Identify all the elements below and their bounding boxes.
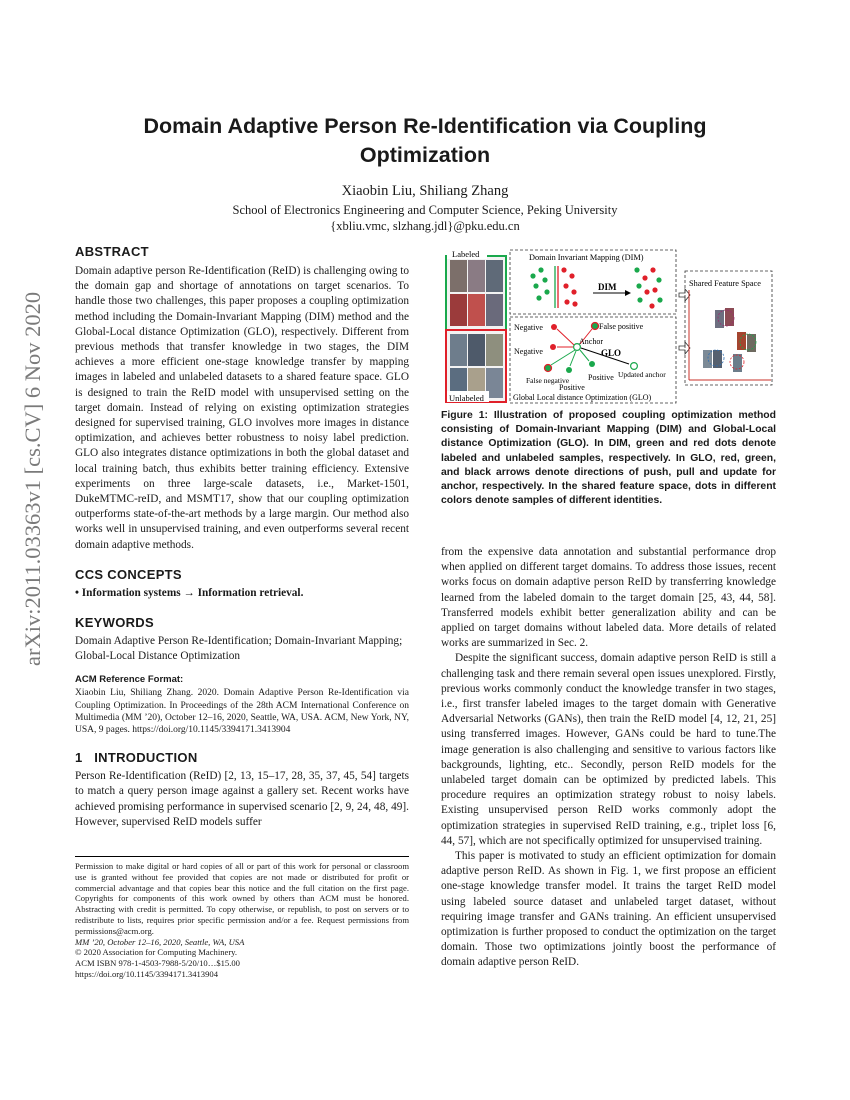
glo-positive-2: Positive: [588, 373, 614, 382]
doi-line: https://doi.org/10.1145/3394171.3413904: [75, 968, 218, 979]
dim-label: DIM: [598, 282, 617, 292]
copyright-line: © 2020 Association for Computing Machinery.: [75, 947, 238, 958]
abstract-text: Domain adaptive person Re-Identification (ReID) is challenging owing to the domain gap and shortage of annotations on target scenarios. To handle those two challenges, this paper proposes a coupling optimization method including the Domain-Invariant Mapping (DIM) method and the Global-Local distance Optimization (GLO), respectively. Different from previous methods that transfer knowledge in two stages, the DIM achieves a more efficient one-stage knowledge transfer by mapping images in labeled and unlabeled datasets to a shared feature space. GLO is designed to train the ReID model with unsupervised setting on the target domain. Instead of relying on existing optimization strategies designed for supervised training, GLO involves more images in distance optimization, and achieves better robustness to noisy label prediction. GLO also integrates distance optimizations in both the global dataset and local training batch, thus exhibits better training efficiency. Extensive experiments on three large-scale datasets, i.e., Market-1501, DukeMTMC-reID, and MSMT17, show that our coupling optimization outperforms state-of-the-art methods by a large margin. Our method also works well in unsupervised training, and even outperforms several recent domain adaptive methods.: [75, 265, 409, 551]
affiliation: School of Electronics Engineering and Computer Science, Peking University: [232, 203, 618, 217]
glo-false-negative: False negative: [526, 376, 570, 385]
conf-line: MM ’20, October 12–16, 2020, Seattle, WA, USA: [75, 936, 245, 947]
ccs-heading: CCS CONCEPTS: [75, 566, 182, 582]
glo-anchor: Anchor: [579, 337, 603, 346]
glo-updated-anchor: Updated anchor: [618, 370, 666, 379]
glo-false-positive: False positive: [599, 322, 644, 331]
affiliation-block: [100, 202, 750, 234]
glo-positive-1: Positive: [559, 383, 585, 392]
glo-label: GLO: [601, 348, 622, 358]
dim-dots-left: [530, 266, 577, 308]
glo-title: Global Local distance Optimization (GLO): [513, 393, 652, 402]
shared-space-samples: [703, 308, 756, 372]
glo-negative-2: Negative: [514, 347, 543, 356]
isbn-line: ACM ISBN 978-1-4503-7988-5/20/10…$15.00: [75, 958, 240, 969]
figure-1: [441, 246, 777, 406]
arxiv-id: arXiv:2011.03363v1 [cs.CV] 6 Nov 2020: [20, 291, 45, 666]
keywords-heading: KEYWORDS: [75, 615, 154, 631]
keywords-text: Domain Adaptive Person Re-Identification; Domain-Invariant Mapping; Global-Local Distance Optimization: [75, 635, 403, 663]
footnote: [75, 856, 409, 980]
right-paragraph-3: This paper is motivated to study an efficient optimization for domain adaptive person ReID. As shown in Fig. 1, we first propose an efficient one-stage knowledge transfer model. It trains the target ReID model using labeled source dataset and unlabeled target dataset, without requiring image transfer and GANs training. An efficient unsupervised optimization is further proposed to conduct the optimization on the target domain. Those two optimizations jointly boost the performance of domain adaptive person ReID.: [441, 850, 776, 969]
permission-text: Permission to make digital or hard copies of all or part of this work for personal or classroom use is granted without fee provided that copies are not made or distributed for profit or commercial advantage and that copies bear this notice and the full citation on the first page. Copyrights for components of this work owned by others than ACM must be honored. Abstracting with credit is permitted. To copy otherwise, or republish, to post on servers or to redistribute to lists, requires prior specific permission and/or a fee. Request permissions from permissions@acm.org.: [75, 861, 409, 936]
authors: Xiaobin Liu, Shiliang Zhang: [341, 183, 509, 199]
shared-space-box: [685, 271, 772, 385]
dim-title: Domain Invariant Mapping (DIM): [529, 253, 644, 262]
ccs-text: • Information systems → Information retrieval.: [75, 586, 304, 599]
acm-ref-text: Xiaobin Liu, Shiliang Zhang. 2020. Domain Adaptive Person Re-Identification via Coupling Optimization. In Proceedings of the 28th ACM International Conference on Multimedia (MM ’20), October 12–16, 2020, Seattle, WA, USA. ACM, New York, NY, USA, 9 pages. https://doi.org/10.1145/3394171.3413904: [75, 688, 409, 736]
paper-title: Domain Adaptive Person Re-Identification via Coupling Optimization: [143, 114, 707, 167]
intro-text: Person Re-Identification (ReID) [2, 13, 15–17, 28, 35, 37, 45, 54] targets to match a query person image against a gallery set. Recent works have achieved promising performance in supervised scenario [2, 9, 24, 48, 49]. However, supervised ReID models suffer: [75, 770, 409, 828]
unlabeled-label: Unlabeled: [449, 393, 484, 403]
glo-diagram: [513, 322, 666, 402]
right-column: [441, 545, 776, 971]
abstract-heading: ABSTRACT: [75, 244, 149, 259]
shared-space-title: Shared Feature Space: [689, 279, 761, 288]
flow-arrows: [679, 289, 690, 354]
figure-caption: Figure 1: Illustration of proposed coupling optimization method consisting of Domain-Invariant Mapping (DIM) and Global-Local distance Optimization (GLO). In DIM, green and red dots denote labeled and unlabeled samples, respectively. In GLO, red, green, and black arrows denote directions of push, pull and update for anchor, respectively. In the shared feature space, dots in different colors denote samples of different identities.: [441, 410, 776, 507]
labeled-label: Labeled: [452, 249, 480, 259]
glo-negative-1: Negative: [514, 323, 543, 332]
intro-heading: 1 INTRODUCTION: [75, 750, 198, 766]
dim-dots-right: [634, 267, 662, 308]
arxiv-stamp: [2, 290, 52, 670]
footnote-rule: [75, 856, 409, 857]
right-paragraph-1: from the expensive data annotation and substantial performance drop when applied on different target domains. To address those issues, recent works focus on domain adaptive person ReID by transferring knowledge learned from the labeled domain to the target domain [25, 43, 44, 58]. Transferred models exhibit better generalization ability and can be applied on target domains without labeled data. More details of related works are summarized in Sec. 2.: [441, 546, 776, 650]
left-column: [75, 244, 409, 830]
acm-ref-heading: ACM Reference Format:: [75, 674, 184, 686]
emails: {xbliu.vmc, slzhang.jdl}@pku.edu.cn: [330, 219, 520, 233]
right-paragraph-2: Despite the significant success, domain adaptive person ReID is still a challenging task and there remain several open issues unexplored. Firstly, previous works commonly conduct the knowledge transfer in two stages, i.e., first transfer labeled images to the target domain with Generative Adversarial Networks (GANs), then train the ReID model [4, 12, 21, 25] using transferred images. However, GANs could be hard to tune.The image generation is also challenging and sensitive to various factors like backgrounds, lighting, etc.. Secondly, person ReID models for the unlabeled target domain can be optimized by predicted labels. This procedure requires an optimization strategy robust to noisy labels. Existing unsupervised person ReID works commonly adopt the optimization strategies in supervised ReID training, e.g., triplet loss [6, 44, 57], which are not specifically optimized for unsupervised training.: [441, 652, 776, 847]
